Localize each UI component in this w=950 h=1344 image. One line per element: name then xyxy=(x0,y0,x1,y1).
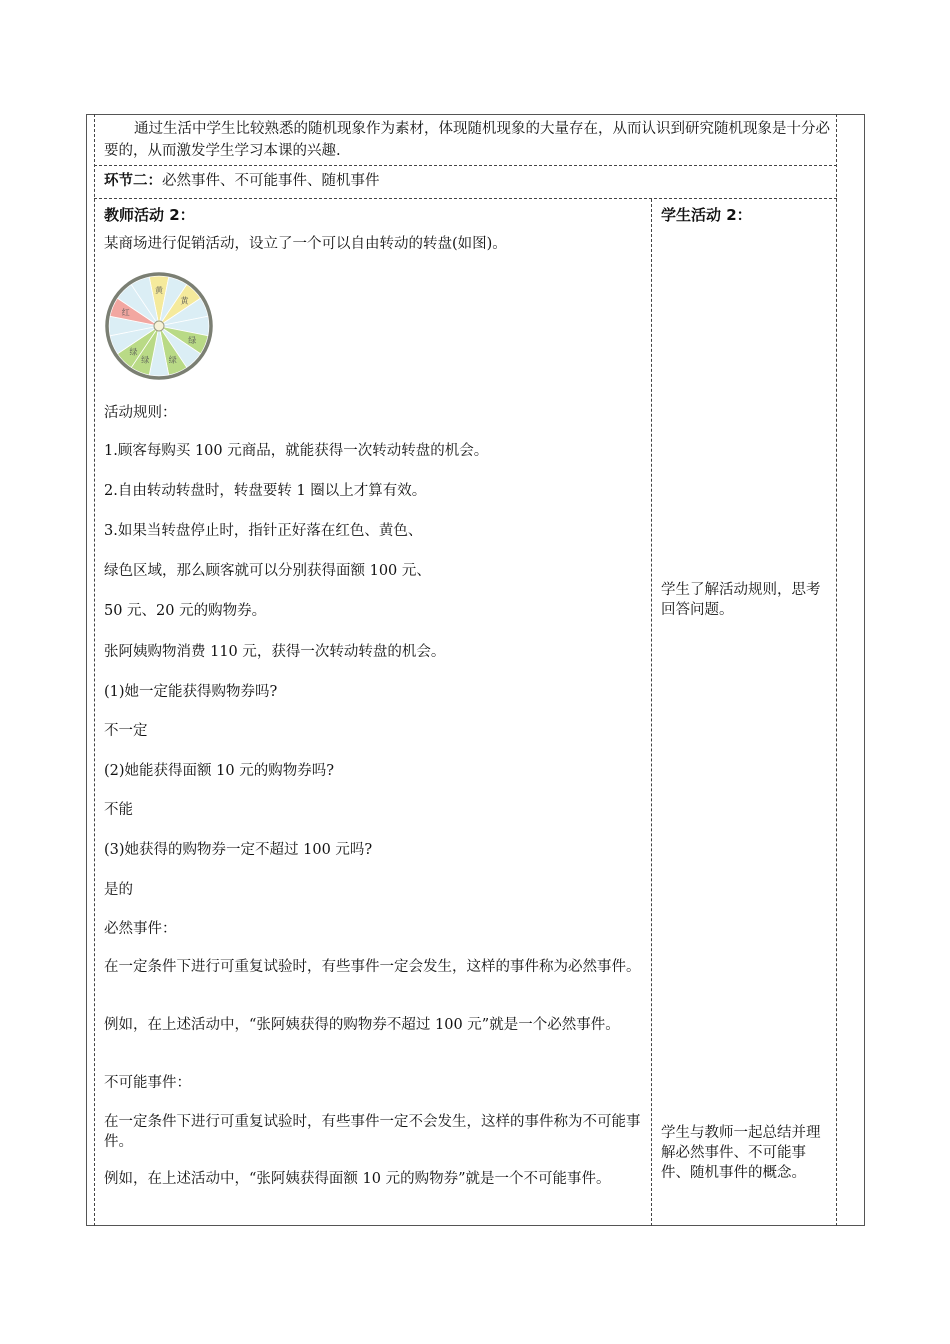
question-2: (2)她能获得面额 10 元的购物券吗? xyxy=(104,763,334,779)
rule-3-line-1: 3.如果当转盘停止时，指针正好落在红色、黄色、 xyxy=(104,523,423,539)
wheel-label-green: 绿 xyxy=(129,347,138,357)
answer-2: 不能 xyxy=(104,802,133,818)
student-note-summary: 学生与教师一起总结并理解必然事件、不可能事件、随机事件的概念。 xyxy=(661,1125,821,1181)
column-divider xyxy=(651,199,652,1226)
certain-event-heading: 必然事件： xyxy=(104,921,177,937)
section-name: 必然事件、不可能事件、随机事件 xyxy=(162,173,380,189)
wheel-hub xyxy=(154,321,164,331)
section-label: 环节二： xyxy=(104,173,162,189)
answer-3: 是的 xyxy=(104,882,133,898)
wheel-label-green: 绿 xyxy=(188,335,197,345)
wheel-label-red: 红 xyxy=(121,308,130,318)
certain-event-example: 例如，在上述活动中，“张阿姨获得的购物券不超过 100 元”就是一个必然事件。 xyxy=(104,1017,620,1033)
scenario: 张阿姨购物消费 110 元，获得一次转动转盘的机会。 xyxy=(104,644,446,660)
wheel-label-green: 绿 xyxy=(141,355,150,365)
answer-1: 不一定 xyxy=(104,723,148,739)
question-3: (3)她获得的购物券一定不超过 100 元吗? xyxy=(104,842,373,858)
promo-intro: 某商场进行促销活动，设立了一个可以自由转动的转盘(如图)。 xyxy=(104,236,507,252)
student-note-rules: 学生了解活动规则，思考回答问题。 xyxy=(661,582,821,618)
rules-heading: 活动规则： xyxy=(104,405,177,421)
wheel-label-green: 绿 xyxy=(168,355,177,365)
certain-event-definition: 在一定条件下进行可重复试验时，有些事件一定会发生，这样的事件称为必然事件。 xyxy=(104,959,641,975)
impossible-event-example: 例如，在上述活动中，“张阿姨获得面额 10 元的购物券”就是一个不可能事件。 xyxy=(104,1171,611,1187)
section-title xyxy=(104,171,380,191)
rule-3-line-2: 绿色区域，那么顾客就可以分别获得面额 100 元、 xyxy=(104,563,431,579)
impossible-event-heading: 不可能事件： xyxy=(104,1075,191,1091)
rule-1: 1.顾客每购买 100 元商品，就能获得一次转动转盘的机会。 xyxy=(104,443,489,459)
wheel-label-yellow: 黄 xyxy=(180,296,189,306)
student-activity-heading: 学生活动 2： xyxy=(661,206,752,224)
teacher-activity-heading: 教师活动 2： xyxy=(104,206,195,224)
question-1: (1)她一定能获得购物券吗? xyxy=(104,684,278,700)
rule-3-line-3: 50 元、20 元的购物券。 xyxy=(104,603,267,619)
prize-wheel-image xyxy=(104,271,214,381)
impossible-event-definition: 在一定条件下进行可重复试验时，有些事件一定不会发生，这样的事件称为不可能事件。 xyxy=(104,1114,641,1150)
intro-paragraph: 通过生活中学生比较熟悉的随机现象作为素材，体现随机现象的大量存在，从而认识到研究随机现象是十分必要的，从而激发学生学习本课的兴趣. xyxy=(104,121,830,159)
wheel-label-yellow: 黄 xyxy=(155,286,163,295)
row-divider xyxy=(94,165,837,166)
row-divider xyxy=(94,198,837,199)
rule-2: 2.自由转动转盘时，转盘要转 1 圈以上才算有效。 xyxy=(104,483,427,499)
